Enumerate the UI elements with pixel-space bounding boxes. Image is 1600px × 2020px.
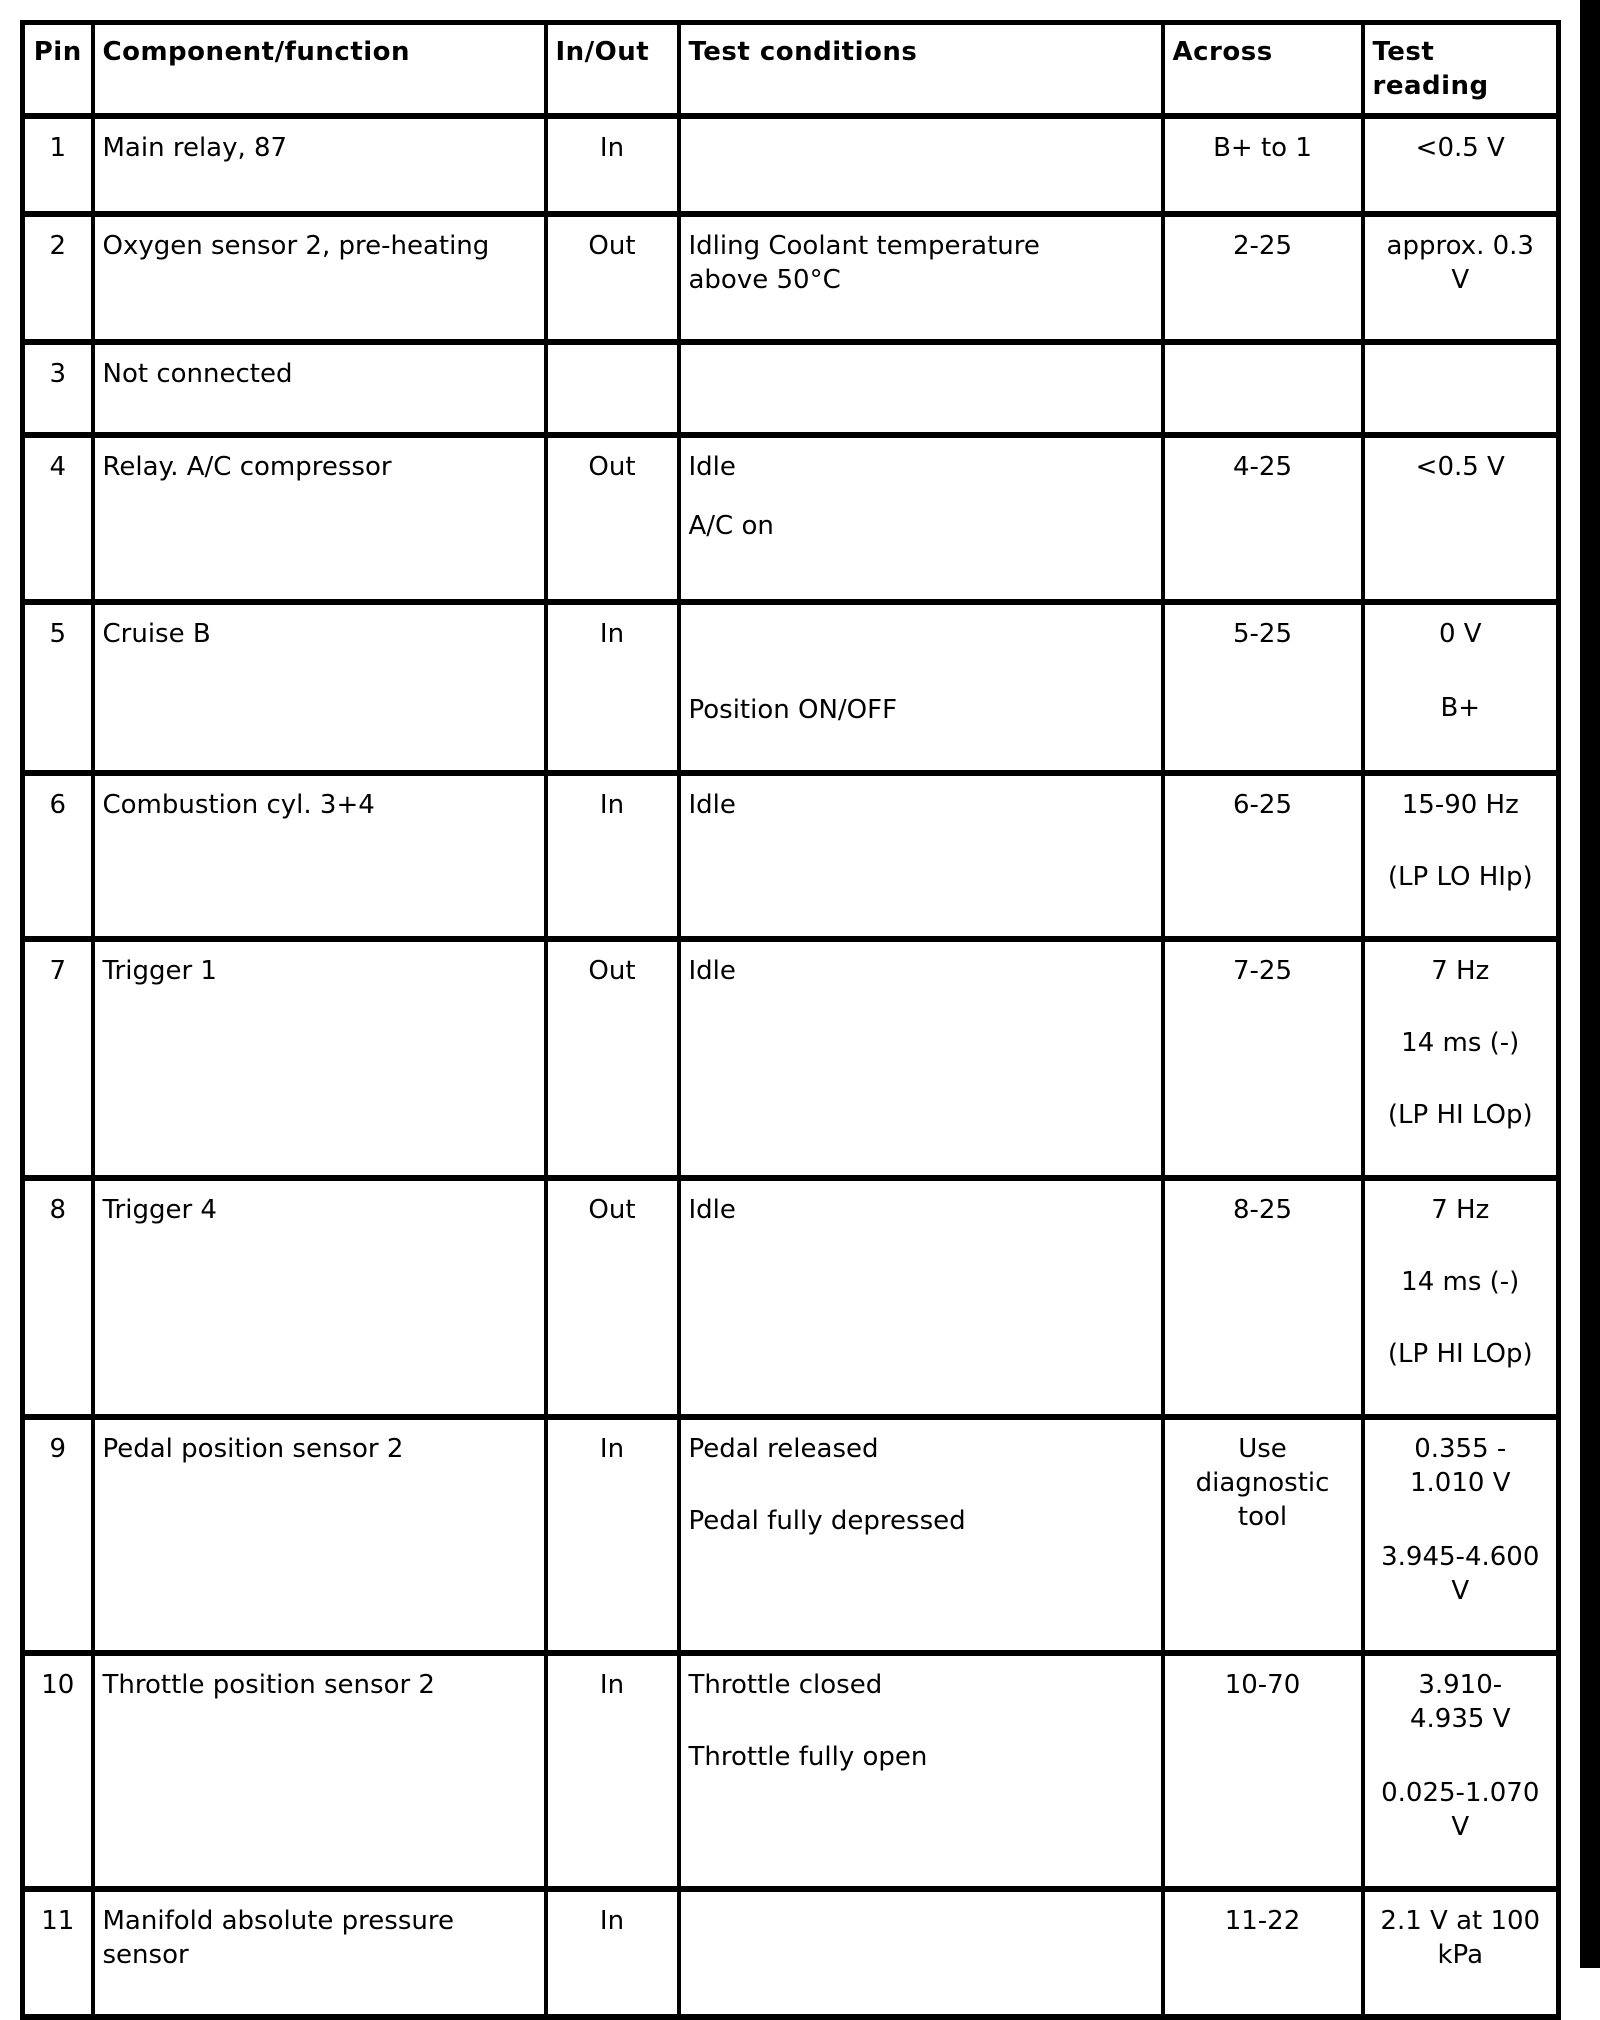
header-component: Component/function [93,23,546,117]
pin-cell: 3 [23,342,93,435]
in-out-cell: In [546,1653,679,1889]
component-line: sensor [102,1940,189,1970]
across-cell: 10-70 [1163,1653,1363,1889]
component-cell: Relay. A/C compressor [93,435,546,602]
reading-line: 3.910- [1418,1670,1503,1700]
test-reading-cell [1363,773,1559,939]
test-reading-cell [1363,602,1559,773]
across-cell: 5-25 [1163,602,1363,773]
reading-line: (LP LO HIp) [1387,862,1533,892]
reading-line: 15-90 Hz [1401,790,1519,820]
reading-line: 3.945-4.600 [1381,1542,1540,1572]
reading-line: 2.1 V at 100 [1380,1906,1541,1936]
in-out-cell [546,342,679,435]
in-out-cell: In [546,773,679,939]
component-cell: Oxygen sensor 2, pre-heating [93,214,546,342]
condition-line: Throttle fully open [688,1742,928,1772]
reading-line: 7 Hz [1431,956,1490,986]
table-row [23,1653,1559,1889]
condition-line: Idling Coolant temperature [688,231,1040,261]
reading-line: 14 ms (-) [1401,1028,1520,1058]
reading-line: 0.025-1.070 [1381,1778,1540,1808]
component-cell [93,1889,546,2017]
across-line: tool [1237,1502,1288,1532]
component-line: Manifold absolute pressure [102,1906,454,1936]
in-out-cell: Out [546,214,679,342]
component-cell: Main relay, 87 [93,116,546,214]
across-cell: 2-25 [1163,214,1363,342]
condition-line: Throttle closed [688,1670,883,1700]
pin-cell: 10 [23,1653,93,1889]
table-row [23,214,1559,342]
across-cell: 7-25 [1163,939,1363,1178]
condition-line: Idle [688,452,736,482]
in-out-cell: In [546,116,679,214]
reading-line: V [1451,1576,1470,1606]
reading-line: (LP HI LOp) [1387,1100,1533,1130]
reading-line: <0.5 V [1415,452,1505,482]
test-conditions-cell [679,214,1163,342]
test-reading-cell [1363,939,1559,1178]
pin-cell: 8 [23,1178,93,1417]
condition-line: Idle [688,956,736,986]
reading-line: <0.5 V [1415,133,1505,163]
across-cell [1163,342,1363,435]
reading-line: B+ [1440,693,1481,723]
component-cell: Pedal position sensor 2 [93,1417,546,1653]
pin-cell: 6 [23,773,93,939]
in-out-cell: In [546,602,679,773]
reading-line: V [1451,265,1470,295]
table-header-row [23,23,1559,117]
reading-line: 4.935 V [1410,1704,1511,1734]
test-conditions-cell [679,1889,1163,2017]
test-reading-cell [1363,342,1559,435]
condition-line: Pedal fully depressed [688,1506,966,1536]
across-cell: B+ to 1 [1163,116,1363,214]
across-cell: 4-25 [1163,435,1363,602]
reading-line: 0 V [1438,619,1482,649]
test-conditions-cell [679,773,1163,939]
pin-cell: 2 [23,214,93,342]
header-in-out: In/Out [546,23,679,117]
test-conditions-cell [679,1417,1163,1653]
pin-test-table [20,20,1561,2020]
table-row [23,1178,1559,1417]
test-reading-cell [1363,1889,1559,2017]
test-reading-cell [1363,1178,1559,1417]
in-out-cell: In [546,1889,679,2017]
across-cell: 8-25 [1163,1178,1363,1417]
across-line: Use [1238,1434,1287,1464]
in-out-cell: In [546,1417,679,1653]
test-reading-cell [1363,1653,1559,1889]
reading-line: 1.010 V [1410,1468,1511,1498]
reading-line: 7 Hz [1431,1195,1490,1225]
component-cell: Trigger 1 [93,939,546,1178]
reading-line: 14 ms (-) [1401,1267,1520,1297]
across-cell: 11-22 [1163,1889,1363,2017]
test-reading-cell [1363,435,1559,602]
header-pin: Pin [23,23,93,117]
pin-cell: 1 [23,116,93,214]
pin-cell: 9 [23,1417,93,1653]
reading-line: kPa [1437,1940,1483,1970]
test-conditions-cell [679,602,1163,773]
in-out-cell: Out [546,939,679,1178]
across-cell [1163,1417,1363,1653]
test-conditions-cell [679,342,1163,435]
reading-line: V [1451,1812,1470,1842]
test-conditions-cell [679,1653,1163,1889]
test-reading-cell [1363,116,1559,214]
test-reading-cell [1363,214,1559,342]
table-row [23,1417,1559,1653]
header-test-reading-line1: Test [1372,37,1435,67]
pin-cell: 11 [23,1889,93,2017]
pin-cell: 4 [23,435,93,602]
component-cell: Not connected [93,342,546,435]
across-cell: 6-25 [1163,773,1363,939]
table-row [23,773,1559,939]
table-row [23,602,1559,773]
table-row [23,116,1559,214]
table-row [23,1889,1559,2017]
component-cell: Trigger 4 [93,1178,546,1417]
component-cell: Throttle position sensor 2 [93,1653,546,1889]
table-row [23,939,1559,1178]
in-out-cell: Out [546,1178,679,1417]
condition-line: A/C on [688,511,774,541]
test-reading-cell [1363,1417,1559,1653]
header-test-reading [1363,23,1559,117]
condition-line: Idle [688,1195,736,1225]
component-cell: Cruise B [93,602,546,773]
reading-line: approx. 0.3 [1386,231,1534,261]
pin-cell: 5 [23,602,93,773]
header-test-reading-line2: reading [1372,71,1489,101]
condition-line: Position ON/OFF [688,695,898,725]
condition-line: Idle [688,790,736,820]
header-test-conditions: Test conditions [679,23,1163,117]
component-cell: Combustion cyl. 3+4 [93,773,546,939]
test-conditions-cell [679,1178,1163,1417]
table-row [23,435,1559,602]
header-across: Across [1163,23,1363,117]
reading-line: 0.355 - [1414,1434,1507,1464]
reading-line: (LP HI LOp) [1387,1339,1533,1369]
test-conditions-cell [679,939,1163,1178]
table-row [23,342,1559,435]
test-conditions-cell [679,435,1163,602]
condition-line: above 50°C [688,265,841,295]
page-edge-bar [1580,0,1600,1968]
pin-cell: 7 [23,939,93,1178]
in-out-cell: Out [546,435,679,602]
across-line: diagnostic [1195,1468,1330,1498]
test-conditions-cell [679,116,1163,214]
condition-line: Pedal released [688,1434,879,1464]
